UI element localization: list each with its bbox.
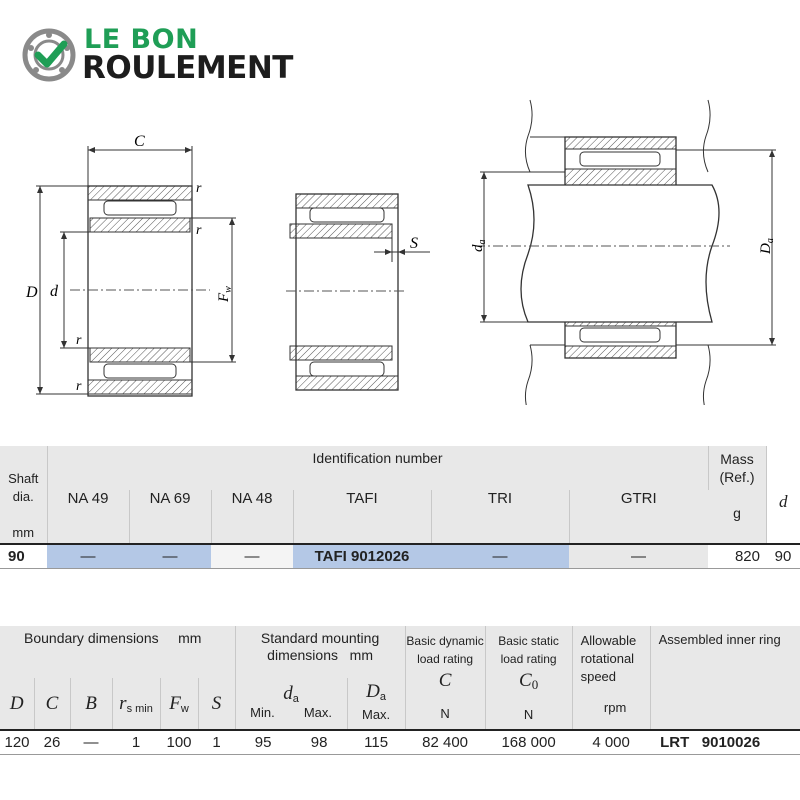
- min-label: Min.: [250, 705, 275, 720]
- cell-r: 1: [112, 730, 160, 754]
- col-da: $d_a$ Min. Max.: [235, 678, 347, 730]
- mass-header: Mass (Ref.) g: [708, 446, 766, 544]
- radius-label: r: [76, 333, 82, 348]
- bearing-cross-section-drawing: [0, 95, 800, 405]
- view-inner-ring-offset: [286, 194, 430, 390]
- cell-B: —: [70, 730, 112, 754]
- cell-Da-max: 115: [347, 730, 405, 754]
- radius-label: r: [196, 181, 202, 196]
- col-tri: TRI: [431, 490, 569, 544]
- col-na49: NA 49: [47, 490, 129, 544]
- dim-label-Fw: $F_w$: [216, 286, 234, 302]
- brand-name-line2: ROULEMENT: [82, 50, 293, 86]
- max-label: Max.: [303, 705, 332, 720]
- cell-Fw: 100: [160, 730, 198, 754]
- boundary-dimensions-header: Boundary dimensions mm: [0, 626, 235, 678]
- cell-na48: —: [211, 544, 293, 568]
- cell-speed: 4 000: [572, 730, 650, 754]
- view-bearing-with-inner-ring: [25, 133, 236, 396]
- dim-label-D: D: [26, 284, 38, 301]
- dim-label-S: S: [410, 235, 418, 252]
- shaft-header: Shaft dia. mm: [0, 446, 47, 544]
- col-r: $r_{s min}$: [112, 678, 160, 730]
- identification-table: [0, 446, 800, 569]
- radius-label: r: [76, 379, 82, 394]
- dimensions-table: [0, 626, 800, 755]
- dim-label-d: d: [50, 283, 58, 300]
- cell-tafi: TAFI 9012026: [293, 544, 431, 568]
- brand-name-line1: LE BON: [84, 24, 199, 55]
- view-mounting-arrangement: [470, 100, 776, 405]
- cell-na69: —: [129, 544, 211, 568]
- dim-label-Da: $D_a$: [758, 238, 776, 254]
- identification-number-header: Identification number: [47, 446, 708, 490]
- cell-na49: —: [47, 544, 129, 568]
- cell-shaft: 90: [0, 544, 47, 568]
- speed-header: Allowable rotational speed rpm: [572, 626, 650, 730]
- bearing-check-icon: [22, 28, 76, 82]
- cell-tri: —: [431, 544, 569, 568]
- brand-logo: [22, 24, 302, 84]
- radius-label: r: [196, 223, 202, 238]
- col-C: C: [34, 678, 70, 730]
- col-D: D: [0, 678, 34, 730]
- cell-d: 90: [766, 544, 800, 568]
- inner-ring-header: Assembled inner ring: [658, 632, 781, 647]
- mounting-dimensions-header: Standard mounting dimensions mm: [235, 626, 405, 678]
- col-na48: NA 48: [211, 490, 293, 544]
- dim-label-C: C: [134, 133, 145, 150]
- col-na69: NA 69: [129, 490, 211, 544]
- col-S: S: [198, 678, 235, 730]
- static-load-header: Basic static load rating C0 N: [485, 626, 572, 730]
- cell-D: 120: [0, 730, 34, 754]
- col-B: B: [70, 678, 112, 730]
- dim-label-da: $d_a$: [470, 239, 488, 252]
- table-row: [0, 730, 800, 754]
- cell-gtri: —: [569, 544, 708, 568]
- table-row: [0, 544, 800, 568]
- d-header: d: [766, 446, 800, 544]
- cell-mass: 820: [708, 544, 766, 568]
- cell-C: 26: [34, 730, 70, 754]
- cell-da-max: 98: [291, 730, 347, 754]
- cell-S: 1: [198, 730, 235, 754]
- col-Da: $D_a$ Max.: [347, 678, 405, 730]
- cell-da-min: 95: [235, 730, 291, 754]
- col-tafi: TAFI: [293, 490, 431, 544]
- cell-static-load: 168 000: [485, 730, 572, 754]
- col-Fw: $F_w$: [160, 678, 198, 730]
- dynamic-load-header: Basic dynamic load rating C N: [405, 626, 485, 730]
- col-gtri: GTRI: [620, 490, 657, 507]
- cell-dynamic-load: 82 400: [405, 730, 485, 754]
- technical-drawing: [0, 95, 800, 405]
- cell-inner-ring: LRT 9010026: [650, 730, 800, 754]
